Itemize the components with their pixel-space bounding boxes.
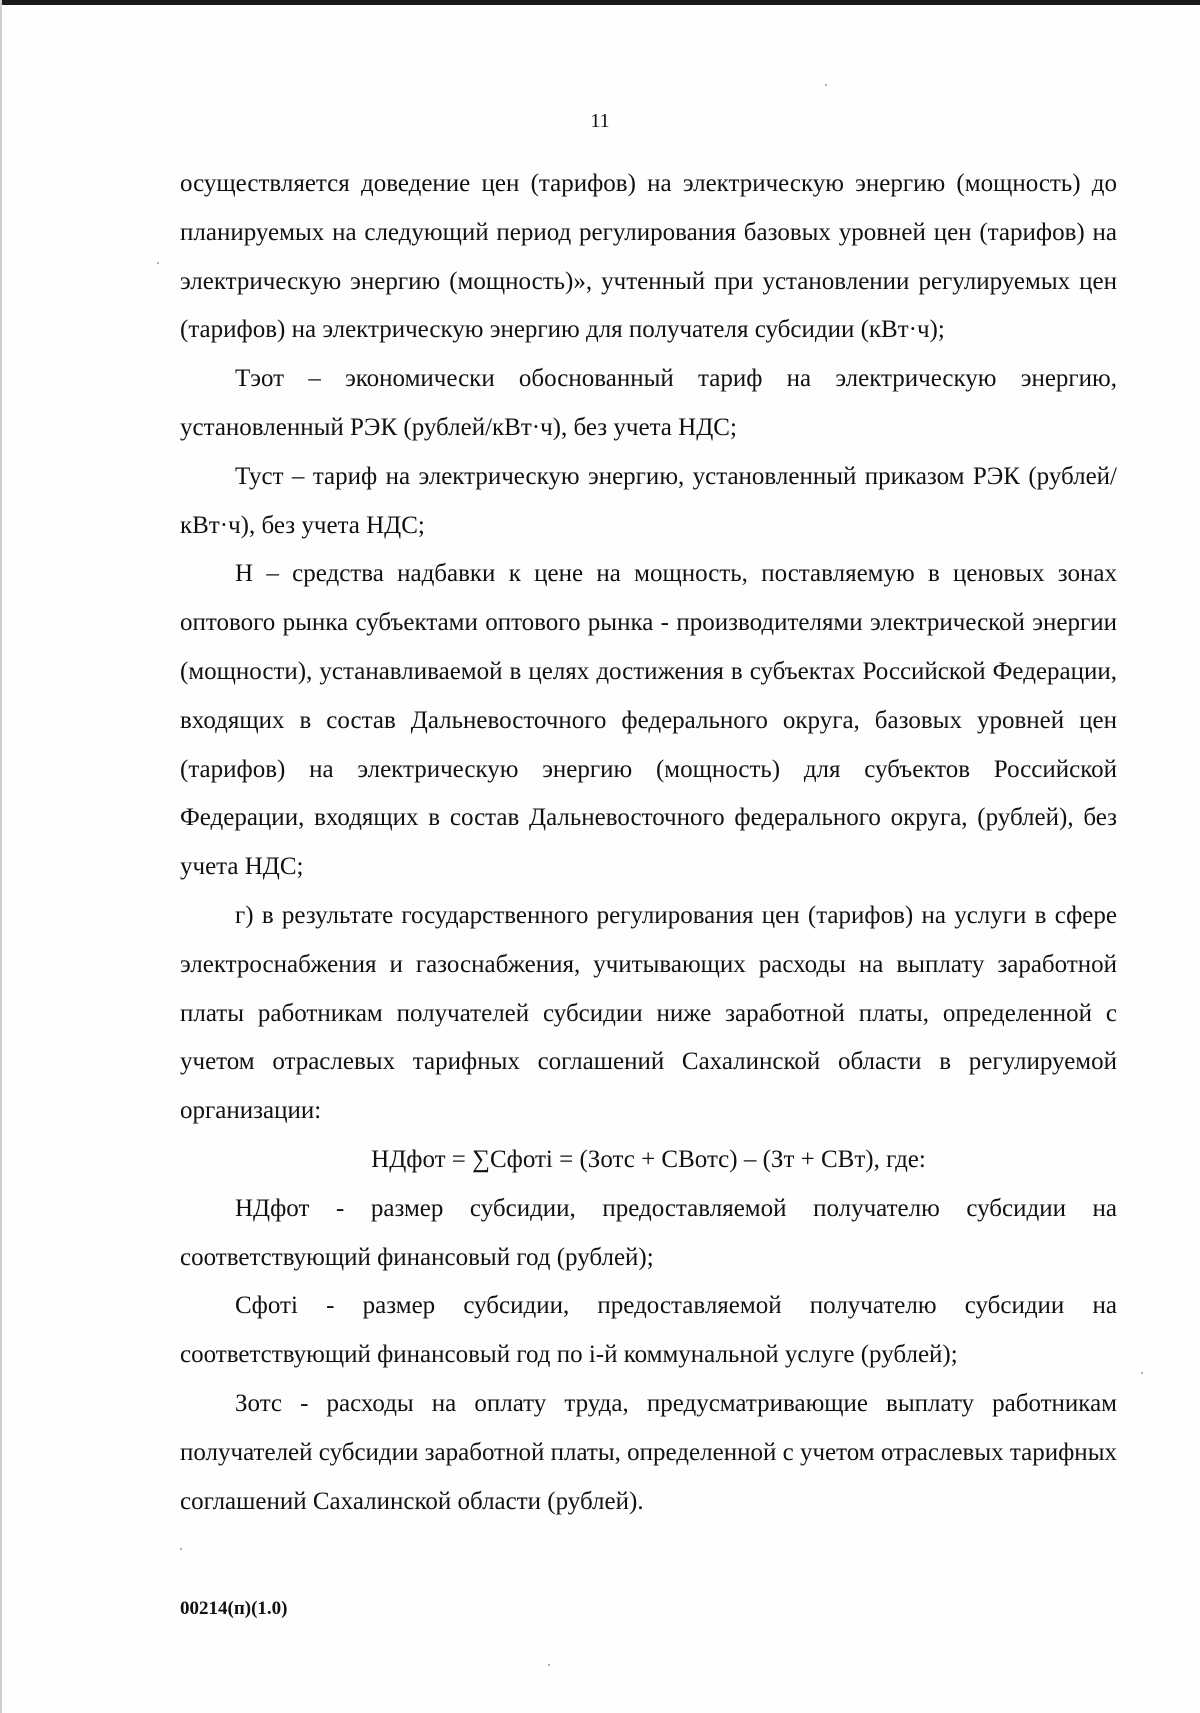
paragraph-ndfot-definition: НДфот - размер субсидии, предоставляемой получателю субсидии на соответствующий финансовый год (рублей); xyxy=(180,1194,1117,1271)
body-text xyxy=(180,160,1117,1526)
scan-speck xyxy=(157,262,159,264)
scan-left-edge xyxy=(0,0,2,1713)
paragraph-teot-definition: Тэот – экономически обоснованный тариф на электрическую энергию, установленный РЭК (рублей/кВт·ч), без учета НДС; xyxy=(180,365,1117,441)
formula-ndfot: НДфот = ∑Сфотi = (Зотс + СВотс) – (Зт + СВт), где: xyxy=(371,1145,926,1173)
paragraph-sfoti-definition: Сфотi - размер субсидии, предоставляемой получателю субсидии на соответствующий финансовый год по i-й коммунальной услуге (рублей); xyxy=(180,1292,1117,1369)
paragraph-continuation: осуществляется доведение цен (тарифов) на электрическую энергию (мощность) до планируемых на следующий период регулирования базовых уровней цен (тарифов) на электрическую энергию (мощность)», учтенный при установлении регулируемых цен (тарифов) на электрическую энергию для получателя субсидии (кВт·ч); xyxy=(180,170,1117,344)
scan-speck xyxy=(180,1548,182,1550)
paragraph-zots-definition: Зотс - расходы на оплату труда, предусматривающие выплату работникам получателей субсидии заработной платы, определенной с учетом отраслевых тарифных соглашений Сахалинской области (рублей). xyxy=(180,1389,1117,1515)
paragraph-n-definition: Н – средства надбавки к цене на мощность, поставляемую в ценовых зонах оптового рынка субъектами оптового рынка - производителями электрической энергии (мощности), устанавливаемой в целях достижения в субъектах Российской Федерации, входящих в состав Дальневосточного федерального округа, базовых уровней цен (тарифов) на электрическую энергию (мощность) для субъектов Российской Федерации, входящих в состав Дальневосточного федерального округа, (рублей), без учета НДС; xyxy=(180,560,1117,881)
scan-speck xyxy=(1141,1372,1143,1374)
paragraph-tust-definition: Туст – тариф на электрическую энергию, установленный приказом РЭК (рублей/кВт·ч), без учета НДС; xyxy=(180,462,1117,539)
scan-speck xyxy=(825,84,827,86)
paragraph-item-g: г) в результате государственного регулирования цен (тарифов) на услуги в сфере электроснабжения и газоснабжения, учитывающих расходы на выплату заработной платы работникам получателей субсидии ниже заработной платы, определенной с учетом отраслевых тарифных соглашений Сахалинской области в регулируемой организации: xyxy=(180,901,1117,1125)
scan-top-border xyxy=(0,0,1200,5)
scan-speck xyxy=(548,1664,550,1666)
page-number: 11 xyxy=(590,110,610,132)
document-code: 00214(п)(1.0) xyxy=(180,1598,288,1619)
